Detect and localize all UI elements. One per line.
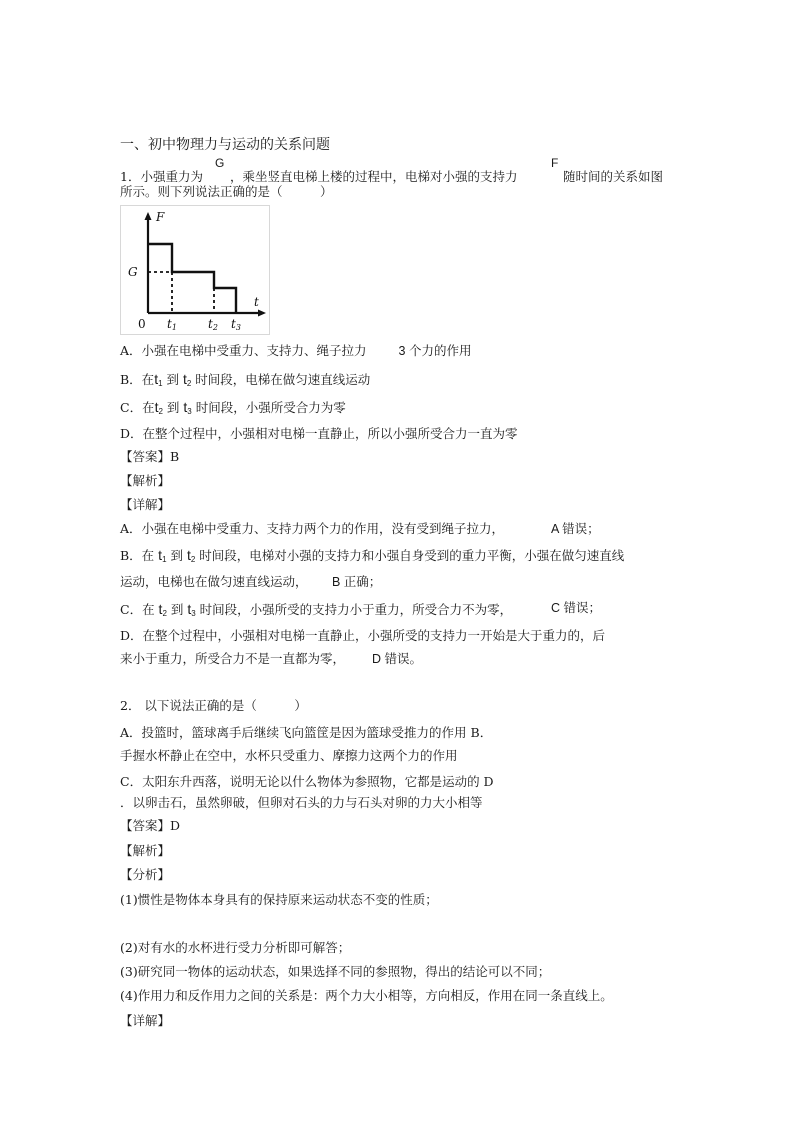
option-c-t2-sub: 2 — [158, 407, 163, 416]
q2-answer: 【答案】D — [120, 818, 181, 833]
option-b-end: 时间段，电梯在做匀速直线运动 — [191, 372, 371, 387]
explain-c-end: 时间段，小强所受的支持力小于重力，所受合力不为零， — [195, 602, 513, 617]
option-c-end: 时间段，小强所受合力为零 — [191, 400, 346, 415]
explain-c-t3-sub: 3 — [191, 609, 196, 618]
q1-explain-b-line1 — [120, 548, 624, 564]
explain-c-t2-sub: 2 — [162, 609, 167, 618]
q1-explain-d-line2 — [120, 651, 423, 666]
section-heading: 一、初中物理力与运动的关系问题 — [120, 137, 330, 153]
q2-stem: 2． 以下说法正确的是（ ） — [120, 698, 307, 713]
explain-a-verdict: A 错误； — [551, 522, 600, 536]
q2-point-1: (1)惯性是物体本身具有的保持原来运动状态不变的性质； — [120, 892, 438, 907]
graph-t3-letter: t — [231, 317, 236, 331]
option-c-t3-sub: 3 — [187, 407, 192, 416]
graph-origin-label: 0 — [138, 317, 146, 331]
q1-explain-c — [120, 601, 602, 618]
graph-t1-sub: 1 — [171, 323, 177, 332]
q1-stem-line2: 所示。则下列说法正确的是（ ） — [120, 184, 333, 199]
option-b-mid: 到 — [162, 372, 183, 387]
q1-option-d: D．在整个过程中，小强相对电梯一直静止，所以小强所受合力一直为零 — [120, 426, 518, 441]
q1-explain-d-line1: D．在整个过程中，小强相对电梯一直静止，小强所受的支持力一开始是大于重力的，后 — [120, 628, 606, 643]
explain-a-text: A．小强在电梯中受重力、支持力两个力的作用，没有受到绳子拉力， — [120, 521, 505, 536]
option-c-t3: t — [183, 399, 188, 415]
option-a-text: A．小强在电梯中受重力、支持力、绳子拉力 — [120, 343, 367, 358]
explain-b-t1-sub: 1 — [162, 555, 167, 564]
explain-b-mid: 到 — [166, 548, 187, 563]
graph-t2-letter: t — [208, 317, 213, 331]
q1-stem-part1: 1．小强重力为 — [120, 169, 203, 184]
force-step-line — [148, 244, 236, 313]
option-c-lead: C．在 — [120, 400, 155, 415]
y-axis-arrow — [145, 212, 152, 220]
option-b-t2-sub: 2 — [186, 379, 192, 388]
x-axis-arrow — [258, 310, 266, 317]
q1-explain-a — [120, 521, 600, 536]
explain-c-lead: C．在 — [120, 602, 159, 617]
graph-y-label: F — [156, 210, 165, 224]
explain-d-verdict: D 错误。 — [372, 652, 423, 666]
graph-frame — [121, 206, 270, 335]
q2-point-3: (3)研究同一物体的运动状态，如果选择不同的参照物，得出的结论可以不同； — [120, 964, 551, 979]
explain-b2-text: 运动，电梯也在做匀速直线运动， — [120, 574, 308, 589]
q1-stem-part2: ，乘坐竖直电梯上楼的过程中，电梯对小强的支持力 — [230, 169, 518, 184]
graph-t2-label — [208, 317, 218, 332]
option-b-t2: t — [182, 371, 187, 387]
option-c-mid: 到 — [162, 400, 184, 415]
q2-analysis-heading: 【解析】 — [120, 843, 171, 858]
q1-label-g: G — [215, 156, 225, 170]
option-b-lead: B．在 — [120, 372, 155, 387]
explain-c-t2: t — [158, 601, 163, 617]
q1-stem-part3: 随时间的关系如图 — [563, 169, 664, 184]
q1-answer: 【答案】B — [120, 449, 180, 464]
explain-b-lead: B．在 — [120, 548, 159, 563]
graph-x-label: t — [254, 295, 259, 309]
q1-graph-svg — [120, 205, 270, 335]
q2-line-d: ．以卵击石，虽然卵破，但卵对石头的力与石头对卵的力大小相等 — [120, 795, 483, 810]
graph-t3-sub: 3 — [235, 323, 241, 332]
graph-t1-label — [167, 317, 177, 332]
q2-fenxi-heading: 【分析】 — [120, 867, 171, 882]
q1-force-time-graph — [120, 205, 270, 335]
q1-label-f: F — [551, 156, 559, 170]
q2-point-4: (4)作用力和反作用力之间的关系是：两个力大小相等，方向相反，作用在同一条直线上。 — [120, 988, 613, 1003]
explain-c-mid: 到 — [166, 602, 188, 617]
explain-b-t2: t — [186, 547, 191, 563]
explain-c-t3: t — [187, 601, 192, 617]
q1-analysis-heading: 【解析】 — [120, 473, 171, 488]
explain-b-t1: t — [158, 547, 163, 563]
graph-t1-letter: t — [167, 317, 172, 331]
option-b-t1: t — [154, 371, 159, 387]
graph-t2-sub: 2 — [212, 323, 218, 332]
option-b-t1-sub: 1 — [158, 379, 163, 388]
q2-point-2: (2)对有水的水杯进行受力分析即可解答； — [120, 940, 351, 955]
graph-g-label: G — [128, 265, 138, 279]
q1-option-b — [120, 372, 370, 388]
explain-b-end: 时间段，电梯对小强的支持力和小强自身受到的重力平衡，小强在做匀速直线 — [195, 548, 625, 563]
option-c-t2: t — [154, 399, 159, 415]
option-a-suffix: 3 个力的作用 — [398, 344, 472, 358]
q1-option-a — [120, 345, 471, 358]
q2-line-b: 手握水杯静止在空中，水杯只受重力、摩擦力这两个力的作用 — [120, 748, 458, 763]
q2-line-a: A．投篮时，篮球离手后继续飞向篮筐是因为篮球受推力的作用 B． — [120, 725, 493, 740]
q1-option-c — [120, 400, 346, 416]
q1-detail-heading: 【详解】 — [120, 497, 171, 512]
explain-b-t2-sub: 2 — [190, 555, 196, 564]
graph-t3-label — [231, 317, 241, 332]
q2-line-c: C．太阳东升西落，说明无论以什么物体为参照物，它都是运动的 D — [120, 774, 494, 789]
q2-detail-heading: 【详解】 — [120, 1013, 171, 1028]
explain-d2-text: 来小于重力，所受合力不是一直都为零， — [120, 651, 346, 666]
explain-c-verdict: C 错误； — [551, 601, 602, 615]
q1-explain-b-line2 — [120, 574, 382, 589]
explain-b-verdict: B 正确； — [332, 575, 382, 589]
